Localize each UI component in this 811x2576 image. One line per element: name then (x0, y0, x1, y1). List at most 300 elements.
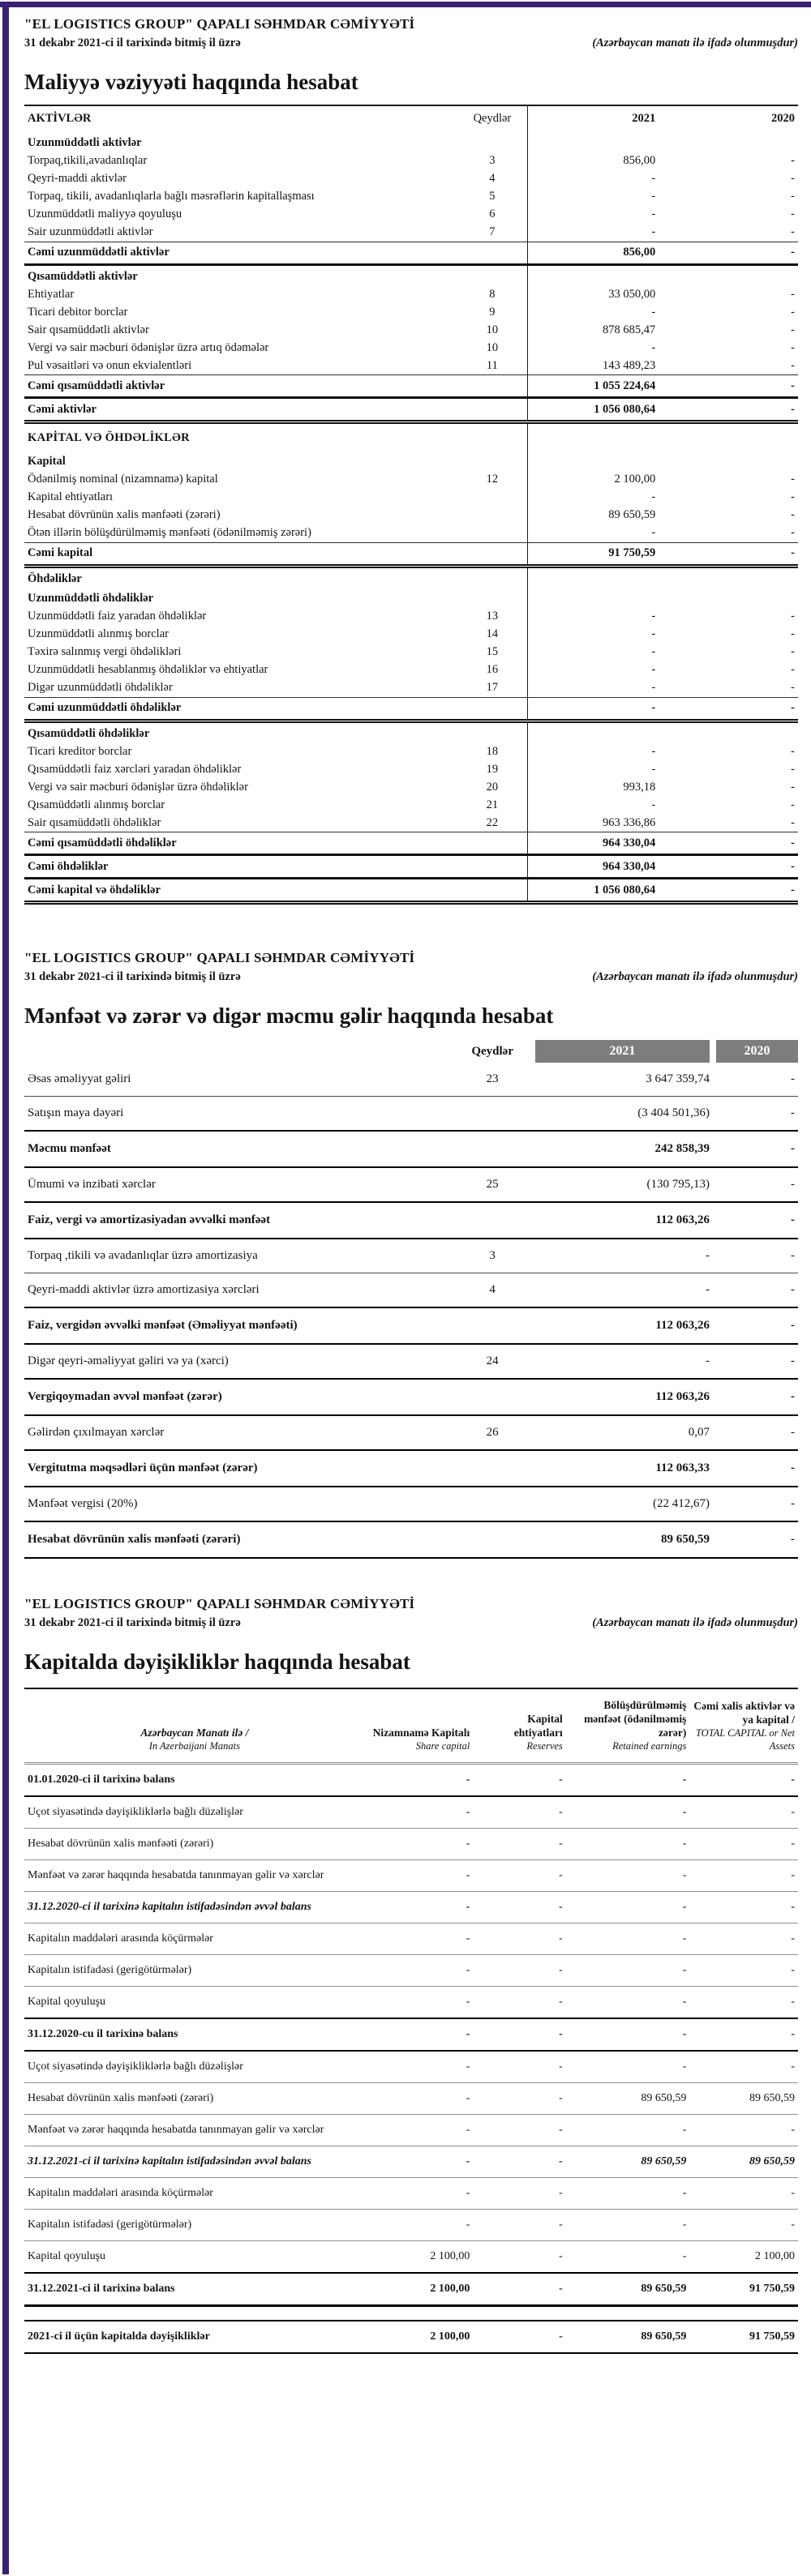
row-label: Cəmi kapital və öhdəliklər (24, 879, 457, 903)
row-value-2020: - (659, 879, 798, 903)
table-row (24, 1307, 798, 1344)
statement-changes-in-equity (24, 1596, 798, 2354)
row-value-2020: - (791, 627, 795, 640)
table-row (24, 1521, 798, 1558)
row-value-2021: - (527, 697, 659, 721)
currency-note: (Azərbaycan manatı ilə ifadə olunmuşdur) (592, 970, 798, 983)
table-row (24, 303, 798, 321)
table-row (24, 2241, 798, 2274)
table-row (24, 566, 798, 588)
row-value-col2: - (473, 2018, 565, 2051)
row-value-2021: - (651, 208, 656, 220)
period-line: 31 dekabr 2021-ci il tarixində bitmiş il üzrə (24, 1616, 241, 1629)
row-note: 7 (457, 224, 527, 242)
row-label: Torpaq ,tikili və avadanlıqlar üzrə amortizasiya (24, 1239, 450, 1273)
row-note: 5 (457, 188, 527, 206)
header-sub-label: Reserves (526, 1739, 563, 1752)
row-value-2020: - (791, 190, 795, 203)
row-value-col2: - (473, 1892, 565, 1923)
row-value-2021: 91 750,59 (527, 542, 659, 566)
row-value-2020: - (659, 832, 798, 855)
currency-note: (Azərbaycan manatı ilə ifadə olunmuşdur) (592, 1616, 798, 1629)
column-header-notes: Qeydlər (471, 1045, 513, 1058)
row-value-col4: - (689, 1860, 798, 1892)
row-note (457, 879, 527, 903)
row-label: Vergi və sair məcburi ödənişlər üzrə artıq ödəmələr (28, 340, 269, 354)
row-note (450, 1521, 535, 1558)
row-value-col3: - (566, 1860, 690, 1892)
row-label: Qeyri-maddi aktivlər üzrə amortizasiya xərcləri (24, 1273, 450, 1308)
table-row (24, 2178, 798, 2210)
row-value-col2: - (473, 1923, 565, 1955)
row-label: Uçot siyasətində dəyişikliklərlə bağlı düzəlişlər (24, 2051, 365, 2083)
row-note: 25 (450, 1167, 535, 1202)
row-value-2021 (527, 422, 659, 451)
row-value-col2: - (473, 1829, 565, 1860)
header-sub-label: Retained earnings (612, 1739, 687, 1752)
row-note: 26 (450, 1415, 535, 1450)
row-value-2021 (527, 721, 659, 742)
row-value-2021: - (651, 190, 656, 203)
row-value-col1: - (365, 2210, 474, 2241)
row-value-col3: 89 650,59 (566, 2146, 690, 2178)
table-row (24, 398, 798, 422)
row-label: Ticari debitor borclar (28, 305, 128, 319)
table-row (24, 357, 798, 375)
row-note: 4 (450, 1273, 535, 1308)
table-row (24, 1829, 798, 1860)
table-row (24, 778, 798, 796)
row-label: Uzunmüddətli faiz yaradan öhdəliklər (28, 610, 207, 623)
row-value-2020: - (791, 323, 795, 336)
row-value-2021 (527, 132, 659, 152)
row-value-2020: - (791, 473, 795, 486)
table-row (24, 132, 798, 152)
table-row (24, 721, 798, 742)
row-value-2020: - (713, 1202, 798, 1239)
header-main-label: Cəmi xalis aktivlər və ya kapital / (693, 1700, 795, 1727)
table-row (24, 832, 798, 855)
header-main-label: Kapital ehtiyatları (513, 1712, 563, 1739)
table-row (24, 2210, 798, 2241)
row-value-2021: 856,00 (527, 242, 659, 264)
table-row (24, 224, 798, 242)
row-value-col1: 2 100,00 (365, 2321, 474, 2353)
table-row (24, 1487, 798, 1521)
row-value-2021: 0,07 (535, 1415, 713, 1450)
table-row (24, 1097, 798, 1132)
row-value-2020: - (713, 1239, 798, 1273)
row-value-2021: - (527, 679, 659, 698)
row-value-col1: - (365, 1829, 474, 1860)
row-note (457, 398, 527, 422)
row-note (457, 375, 527, 398)
row-value-2020 (659, 132, 798, 152)
row-value-2021: 112 063,26 (535, 1379, 713, 1415)
row-label: Pul vəsaitləri və onun ekvialentləri (24, 357, 457, 375)
row-label: Kapitalın istifadəsi (gerigötürmələr) (24, 2210, 365, 2241)
table-row (24, 242, 798, 264)
row-value-col4: - (689, 1764, 798, 1797)
table-row (24, 1450, 798, 1487)
row-label: Ticari kreditor borclar (28, 744, 132, 758)
row-value-col1: - (365, 2146, 474, 2178)
row-value-col3: - (566, 1764, 690, 1797)
row-value-col3: - (566, 2210, 690, 2241)
header-main-label: Azərbaycan Manatı ilə / (140, 1726, 249, 1739)
row-value-2020: - (713, 1521, 798, 1558)
row-note: 20 (457, 778, 527, 796)
row-note (450, 1307, 535, 1344)
row-value-col1: - (365, 2115, 474, 2146)
row-value-2021: - (651, 762, 656, 776)
table-row (24, 471, 798, 489)
header-sub-label: In Azerbaijani Manats (148, 1739, 241, 1752)
row-note: 10 (457, 321, 527, 339)
row-value-2020: - (659, 697, 798, 721)
period-line: 31 dekabr 2021-ci il tarixində bitmiş il üzrə (24, 36, 241, 49)
row-value-2021 (527, 451, 659, 471)
row-value-2021: 112 063,33 (535, 1450, 713, 1487)
table-row (24, 1987, 798, 2019)
header-main-label: Nizamnamə Kapitalı (372, 1726, 470, 1739)
row-value-col2: - (473, 2083, 565, 2115)
row-label: Uzunmüddətli alınmış borclar (28, 627, 169, 640)
row-note: 17 (457, 679, 527, 698)
row-label: Cəmi qısamüddətli öhdəliklər (24, 832, 457, 855)
row-label: Cəmi öhdəliklər (24, 855, 457, 879)
row-value-2020: - (659, 679, 798, 698)
row-value-2021: 878 685,47 (603, 323, 656, 336)
row-note (450, 1202, 535, 1239)
row-value-2020: - (791, 287, 795, 301)
row-value-col1: - (365, 1764, 474, 1797)
row-label: Gəlirdən çıxılmayan xərclər (24, 1415, 450, 1450)
table-row (24, 1131, 798, 1167)
table-row (24, 679, 798, 698)
row-label: Cəmi aktivlər (24, 398, 457, 422)
row-value-2020: - (713, 1273, 798, 1308)
row-value-2020: - (659, 242, 798, 264)
row-value-2020: - (791, 663, 795, 676)
row-label: Ehtiyatlar (28, 287, 75, 301)
row-value-2021 (527, 588, 659, 608)
profit-loss-table (24, 1040, 798, 1559)
row-value-2020: - (659, 524, 798, 543)
row-value-2021: 964 330,04 (527, 832, 659, 855)
column-header-2021: 2021 (535, 1040, 713, 1063)
row-label: Mənfəət vergisi (20%) (24, 1487, 450, 1521)
row-note: 24 (450, 1344, 535, 1379)
table-row (24, 451, 798, 471)
row-note (450, 1379, 535, 1415)
row-value-col2: - (473, 2321, 565, 2353)
row-value-col4: - (689, 2018, 798, 2051)
statement-title: Kapitalda dəyişikliklər haqqında hesabat (24, 1650, 410, 1674)
table-row (24, 2083, 798, 2115)
table-row (24, 879, 798, 903)
row-note: 8 (457, 285, 527, 303)
row-value-2020: - (659, 855, 798, 879)
row-note: 12 (457, 471, 527, 489)
row-note (457, 507, 527, 524)
row-value-2020: - (659, 814, 798, 832)
table-row (24, 2306, 798, 2321)
row-value-2020: - (791, 490, 795, 503)
row-label: 31.12.2021-ci il tarixinə kapitalın istifadəsindən əvvəl balans (24, 2146, 365, 2178)
row-label: Təxirə salınmış vergi öhdəlikləri (28, 645, 182, 658)
row-value-col3: - (566, 1829, 690, 1860)
row-note: 3 (457, 152, 527, 170)
company-name: "EL LOGISTICS GROUP" QAPALI SƏHMDAR CƏMİYYƏTİ (24, 1596, 415, 1611)
row-value-2020: - (791, 172, 795, 185)
row-label: Hesabat dövrünün xalis mənfəəti (zərəri) (24, 1521, 450, 1558)
row-label: Uzunmüddətli maliyyə qoyuluşu (28, 208, 182, 220)
row-value-2021: - (651, 627, 656, 640)
row-value-2021: - (651, 305, 656, 319)
table-row (24, 264, 798, 285)
row-value-2021: 112 063,26 (535, 1202, 713, 1239)
row-value-col2: - (473, 2051, 565, 2083)
row-note (450, 1097, 535, 1132)
table-row (24, 742, 798, 760)
row-label: Vergi və sair məcburi ödənişlər üzrə öhdəliklər (28, 780, 248, 794)
table-row (24, 206, 798, 224)
row-note (457, 242, 527, 264)
row-note: 16 (457, 661, 527, 679)
row-note (457, 588, 527, 608)
row-value-col4: - (689, 2210, 798, 2241)
report-subheader (24, 970, 798, 984)
table-row (24, 1955, 798, 1987)
row-label: 2021-ci il üçün kapitalda dəyişikliklər (24, 2321, 365, 2353)
row-note: 13 (457, 608, 527, 626)
row-value-2021: 143 489,23 (527, 357, 659, 375)
currency-note: (Azərbaycan manatı ilə ifadə olunmuşdur) (592, 36, 798, 49)
row-label: Digər uzunmüddətli öhdəliklər (24, 679, 457, 698)
row-value-2021: - (535, 1239, 713, 1273)
row-label: Ötən illərin bölüşdürülməmiş mənfəəti (ödənilməmiş zərəri) (24, 524, 457, 543)
row-label: 31.12.2021-ci il tarixinə balans (24, 2273, 365, 2306)
row-value-2020: - (791, 610, 795, 623)
row-value-2021 (527, 566, 659, 588)
row-value-2021: - (651, 663, 656, 676)
page-border-top (0, 2, 811, 7)
row-label: Faiz, vergi və amortizasiyadan əvvəlki mənfəət (24, 1202, 450, 1239)
table-row (24, 507, 798, 524)
row-value-col1: 2 100,00 (365, 2241, 474, 2274)
row-note (450, 1450, 535, 1487)
row-value-2021: - (527, 524, 659, 543)
row-value-2021: - (651, 490, 656, 503)
row-value-2020: - (791, 744, 795, 758)
row-value-col1: - (365, 1987, 474, 2019)
row-value-2021: - (651, 172, 656, 185)
row-note: 18 (457, 742, 527, 760)
row-label: Cəmi uzunmüddətli aktivlər (24, 242, 457, 264)
row-note (457, 422, 527, 451)
row-value-2021 (527, 264, 659, 285)
company-name: "EL LOGISTICS GROUP" QAPALI SƏHMDAR CƏMİYYƏTİ (24, 16, 415, 32)
row-value-col4: - (689, 1829, 798, 1860)
row-label: Sair qısamüddətli aktivlər (28, 323, 149, 336)
row-note: 22 (457, 814, 527, 832)
table-row (24, 1796, 798, 1829)
row-value-2021: - (535, 1344, 713, 1379)
row-value-2021: - (535, 1273, 713, 1308)
table-row (24, 1415, 798, 1450)
company-name: "EL LOGISTICS GROUP" QAPALI SƏHMDAR CƏMİYYƏTİ (24, 950, 415, 965)
row-value-2020: - (659, 542, 798, 566)
row-value-2020: - (713, 1415, 798, 1450)
row-label: Cəmi kapital (24, 542, 457, 566)
row-label: Kapital qoyuluşu (24, 1987, 365, 2019)
table-row (24, 644, 798, 661)
row-value-col1: - (365, 2083, 474, 2115)
header-main-label: Bölüşdürülməmiş mənfəət (ödənilməmiş zərər) (584, 1699, 687, 1739)
row-value-2020: - (713, 1307, 798, 1344)
column-header-aktivler: AKTİVLƏR (28, 112, 92, 125)
row-value-2020: - (659, 357, 798, 375)
row-value-2020: - (659, 375, 798, 398)
row-value-2021: 89 650,59 (608, 508, 656, 521)
row-label: Qısamüddətli faiz xərcləri yaradan öhdəliklər (28, 762, 242, 776)
row-value-2021: - (651, 645, 656, 658)
table-row (24, 339, 798, 357)
header-sub-label: TOTAL CAPITAL or Net Assets (695, 1727, 795, 1752)
row-value-2020: - (791, 798, 795, 811)
row-value-2020: - (659, 398, 798, 422)
row-note (457, 489, 527, 507)
row-value-2021: (22 412,67) (535, 1487, 713, 1521)
row-value-col2: - (473, 2210, 565, 2241)
row-value-col3: - (566, 2178, 690, 2210)
row-note (457, 132, 527, 152)
row-note: 14 (457, 626, 527, 644)
equity-column-header-1 (24, 1688, 365, 1764)
row-value-col2: - (473, 2273, 565, 2306)
row-value-2021: - (651, 610, 656, 623)
row-label: Uçot siyasətində dəyişikliklərlə bağlı düzəlişlər (24, 1796, 365, 1829)
row-label: Hesabat dövrünün xalis mənfəəti (zərəri) (24, 1829, 365, 1860)
table-row (24, 1063, 798, 1097)
row-label: Öhdəliklər (28, 571, 82, 585)
row-value-col3: - (566, 2241, 690, 2274)
report-subheader (24, 1616, 798, 1630)
table-row (24, 1344, 798, 1379)
row-value-col1: - (365, 1796, 474, 1829)
table-row (24, 321, 798, 339)
row-value-col4: - (689, 2115, 798, 2146)
row-label: Uzunmüddətli öhdəliklər (28, 592, 154, 605)
equity-column-header-5 (689, 1688, 798, 1764)
row-value-2021: - (651, 798, 656, 811)
row-label: Mənfəət və zərər haqqında hesabatda tanınmayan gəlir və xərclər (24, 2115, 365, 2146)
row-value-2020 (659, 422, 798, 451)
row-value-col4: - (689, 1796, 798, 1829)
row-value-col4: 89 650,59 (689, 2146, 798, 2178)
row-label: Qısamüddətli öhdəliklər (28, 726, 150, 740)
row-value-2020: - (791, 154, 795, 167)
table-row (24, 608, 798, 626)
row-value-2020: - (713, 1097, 798, 1132)
equity-column-header-3 (473, 1688, 565, 1764)
section-gap (24, 905, 798, 950)
row-value-2021: 242 858,39 (535, 1131, 713, 1167)
row-label: 31.12.2020-ci il tarixinə kapitalın istifadəsindən əvvəl balans (24, 1892, 365, 1923)
row-note (457, 542, 527, 566)
equity-column-header-2 (365, 1688, 474, 1764)
table-row (24, 2051, 798, 2083)
table-row (24, 1273, 798, 1308)
row-value-2020: - (791, 340, 795, 354)
table-row (24, 1239, 798, 1273)
statement-title: Maliyyə vəziyyəti haqqında hesabat (24, 70, 358, 94)
row-label: Məcmu mənfəət (24, 1131, 450, 1167)
financial-position-table (24, 105, 798, 905)
row-value-2021: 33 050,00 (608, 287, 656, 301)
row-label: Kapitalın maddələri arasında köçürmələr (24, 1923, 365, 1955)
row-value-col1: - (365, 1955, 474, 1987)
row-value-col4: 91 750,59 (689, 2321, 798, 2353)
row-label: Faiz, vergidən əvvəlki mənfəət (Əməliyyat mənfəəti) (24, 1307, 450, 1344)
row-value-2021: 856,00 (623, 154, 656, 167)
row-note (457, 832, 527, 855)
table-row (24, 697, 798, 721)
row-label: Sair uzunmüddətli aktivlər (24, 224, 457, 242)
row-label: Kapitalın maddələri arasında köçürmələr (24, 2178, 365, 2210)
row-value-col3: 89 650,59 (566, 2273, 690, 2306)
row-value-col3: - (566, 1955, 690, 1987)
row-note (457, 264, 527, 285)
row-value-col1: - (365, 2178, 474, 2210)
row-value-col2: - (473, 1860, 565, 1892)
table-header-row (24, 105, 798, 132)
column-header-notes: Qeydlər (457, 105, 527, 132)
row-label: Hesabat dövrünün xalis mənfəəti (zərəri) (28, 508, 221, 521)
row-note (450, 1487, 535, 1521)
row-label: Vergitutma məqsədləri üçün mənfəət (zərər) (24, 1450, 450, 1487)
row-label: Kapitalın istifadəsi (gerigötürmələr) (24, 1955, 365, 1987)
row-value-col1: - (365, 1923, 474, 1955)
s1-rows (24, 132, 798, 903)
s3-rows (24, 1764, 798, 2354)
row-value-2020: - (791, 645, 795, 658)
table-row (24, 626, 798, 644)
row-value-2021: (130 795,13) (535, 1167, 713, 1202)
table-row (24, 489, 798, 507)
row-label: Kapital qoyuluşu (24, 2241, 365, 2274)
table-row (24, 588, 798, 608)
row-label: Kapital (28, 455, 66, 468)
row-note: 15 (457, 644, 527, 661)
row-value-col1: - (365, 2051, 474, 2083)
row-value-col4: 89 650,59 (689, 2083, 798, 2115)
row-note: 23 (450, 1063, 535, 1097)
row-value-col3: - (566, 1987, 690, 2019)
row-value-2021: 89 650,59 (535, 1521, 713, 1558)
section-gap (24, 1559, 798, 1596)
row-value-col4: - (689, 1892, 798, 1923)
row-note (457, 697, 527, 721)
row-label: Qeyri-maddi aktivlər (28, 172, 127, 185)
row-value-col3: - (566, 1796, 690, 1829)
row-label: Uzunmüddətli aktivlər (28, 136, 142, 149)
row-label: Mənfəət və zərər haqqında hesabatda tanınmayan gəlir və xərclər (24, 1860, 365, 1892)
row-note (457, 855, 527, 879)
row-note: 9 (457, 303, 527, 321)
row-value-2021: 964 330,04 (527, 855, 659, 879)
